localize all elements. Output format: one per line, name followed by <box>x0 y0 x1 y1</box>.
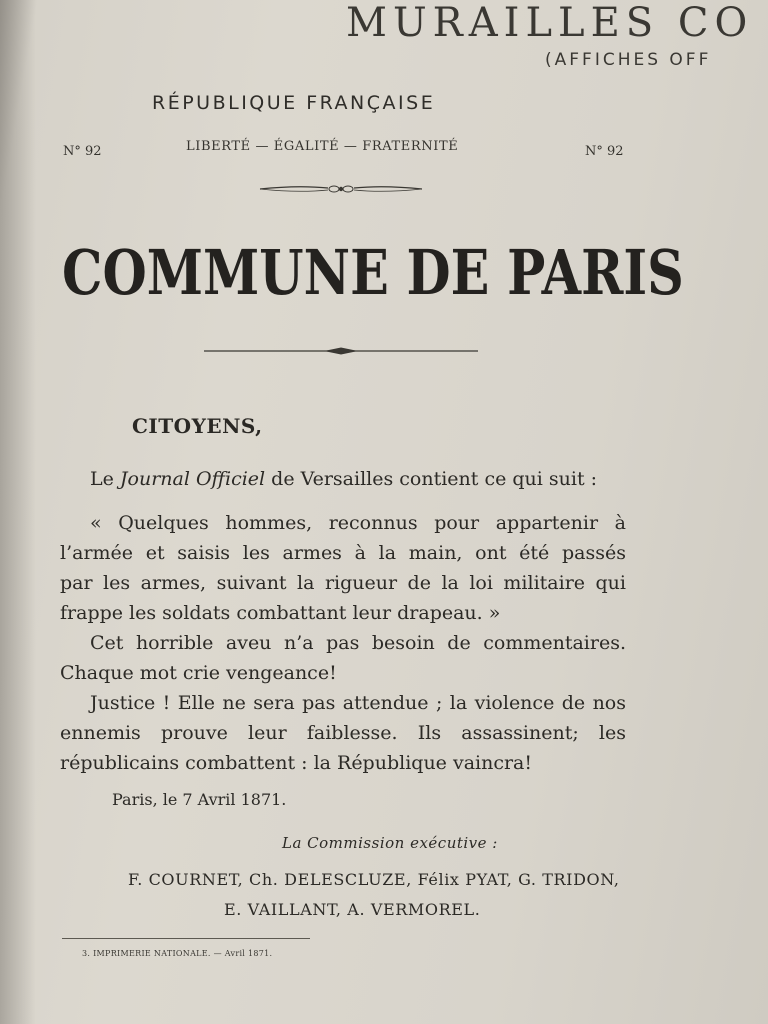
paragraph-4-line: Justice ! Elle ne sera pas attendue ; la violence de nos <box>90 692 626 714</box>
paragraph-4-line: ennemis prouve leur faiblesse. Ils assassinent; les <box>60 722 626 744</box>
paragraph-1-line <box>60 464 626 494</box>
paragraph-3-line: Chaque mot crie vengeance! <box>60 662 337 684</box>
paragraph-3-line: Cet horrible aveu n’a pas besoin de commentaires. <box>90 632 626 654</box>
poster-number-right: N° 92 <box>585 144 624 159</box>
p1-before: Le <box>90 468 120 490</box>
signatures-line-1: F. COURNET, Ch. DELESCLUZE, Félix PYAT, G. TRIDON, <box>128 870 620 889</box>
paragraph-1 <box>60 464 626 494</box>
paragraph-4-line: républicains combattent : la République vaincra! <box>60 752 533 774</box>
series-subtitle: (AFFICHES OFF <box>545 50 712 70</box>
signatures-line-2: E. VAILLANT, A. VERMOREL. <box>224 900 481 919</box>
main-title: COMMUNE DE PARIS <box>62 236 684 309</box>
date-line: Paris, le 7 Avril 1871. <box>112 790 287 809</box>
p1-after: de Versailles contient ce qui suit : <box>265 468 598 490</box>
binding-shadow <box>0 0 36 1024</box>
imprint-rule <box>62 938 310 939</box>
series-title: MURAILLES CO <box>346 0 754 46</box>
poster-number-left: N° 92 <box>63 144 102 159</box>
printer-imprint: 3. IMPRIMERIE NATIONALE. — Avril 1871. <box>82 949 273 958</box>
national-motto: LIBERTÉ — ÉGALITÉ — FRATERNITÉ <box>186 139 459 154</box>
diamond-rule-icon <box>204 344 478 358</box>
commission-heading: La Commission exécutive : <box>282 834 498 852</box>
journal-officiel-italic: Journal Officiel <box>119 468 266 490</box>
salutation: CITOYENS, <box>132 414 263 438</box>
paragraph-2 <box>60 508 626 628</box>
paragraph-3 <box>60 628 626 688</box>
paragraph-2-line: « Quelques hommes, reconnus pour appartenir à <box>90 512 626 534</box>
paragraph-4 <box>60 688 626 778</box>
ornament-divider-icon <box>258 182 424 196</box>
paragraph-2-line: frappe les soldats combattant leur drapeau. » <box>60 602 501 624</box>
paragraph-2-line: l’armée et saisis les armes à la main, ont été passés <box>60 542 626 564</box>
paragraph-2-line: par les armes, suivant la rigueur de la loi militaire qui <box>60 572 626 594</box>
republique-heading: RÉPUBLIQUE FRANÇAISE <box>152 92 436 114</box>
